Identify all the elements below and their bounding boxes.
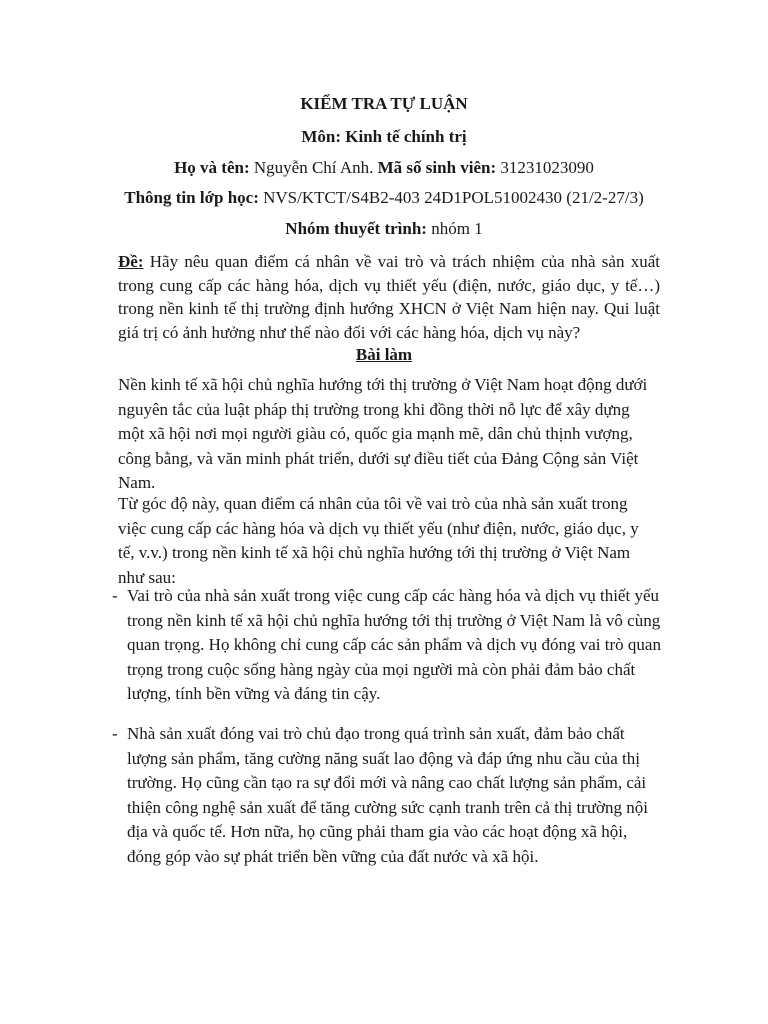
name-label: Họ và tên: [174,158,250,177]
name-value: Nguyễn Chí Anh. [249,158,378,177]
student-id-label: Mã số sinh viên: [377,158,497,177]
answer-heading: Bài làm [355,345,413,364]
group-line [0,219,768,239]
group-value: nhóm 1 [426,219,483,238]
bullet-item-1 [112,584,662,707]
student-id-value: 31231023090 [496,158,594,177]
answer-paragraph-1: Nền kinh tế xã hội chủ nghĩa hướng tới thị trường ở Việt Nam hoạt động dưới nguyên tắc của luật pháp thị trường trong khi đồng thời nỗ lực để xây dựng một xã hội nơi mọi người giàu có, quốc gia mạnh mẽ, dân chủ thịnh vượng, công bằng, và văn minh phát triển, dưới sự điều tiết của Đảng Cộng sản Việt Nam. [118,375,648,492]
subject-line: Môn: Kinh tế chính trị [301,127,467,146]
class-info-line [0,188,768,208]
bullet-item-2 [112,722,662,869]
question-label: Đề: [118,252,144,271]
class-value: NVS/KTCT/S4B2-403 24D1POL51002430 (21/2-27/3) [258,188,644,207]
bullet-text: Nhà sản xuất đóng vai trò chủ đạo trong quá trình sản xuất, đảm bảo chất lượng sản phẩm, tăng cường năng suất lao động và đáp ứng nhu cầu của thị trường. Họ cũng cần tạo ra sự đổi mới và nâng cao chất lượng sản phẩm, cải thiện công nghệ sản xuất để tăng cường sức cạnh tranh trên cả thị trường nội địa và quốc tế. Hơn nữa, họ cũng phải tham gia vào các hoạt động xã hội, đóng góp vào sự phát triển bền vững của đất nước và xã hội. [127,724,648,866]
question-block [118,250,660,344]
question-text: Hãy nêu quan điểm cá nhân về vai trò và trách nhiệm của nhà sản xuất trong cung cấp các hàng hóa, dịch vụ thiết yếu (điện, nước, giáo dục, y tế…) trong nền kinh tế thị trường định hướng XHCN ở Việt Nam hiện nay. Qui luật giá trị có ảnh hưởng như thế nào đối với các hàng hóa, dịch vụ này? [118,252,660,342]
bullet-dash: - [112,586,118,605]
group-label: Nhóm thuyết trình: [285,219,427,238]
student-info-line [0,158,768,178]
answer-paragraph-2: Từ góc độ này, quan điểm cá nhân của tôi về vai trò của nhà sản xuất trong việc cung cấp các hàng hóa và dịch vụ thiết yếu (như điện, nước, giáo dục, y tế, v.v.) trong nền kinh tế xã hội chủ nghĩa hướng tới thị trường ở Việt Nam như sau: [118,494,639,587]
class-label: Thông tin lớp học: [124,188,259,207]
bullet-dash: - [112,724,118,743]
bullet-text: Vai trò của nhà sản xuất trong việc cung cấp các hàng hóa và dịch vụ thiết yếu trong nền kinh tế xã hội chủ nghĩa hướng tới thị trường ở Việt Nam là vô cùng quan trọng. Họ không chỉ cung cấp các sản phẩm và dịch vụ đóng vai trò quan trọng trong cuộc sống hàng ngày của mọi người mà còn phải đảm bảo chất lượng, tính bền vững và đáng tin cậy. [127,586,661,703]
document-title: KIỂM TRA TỰ LUẬN [300,94,468,113]
